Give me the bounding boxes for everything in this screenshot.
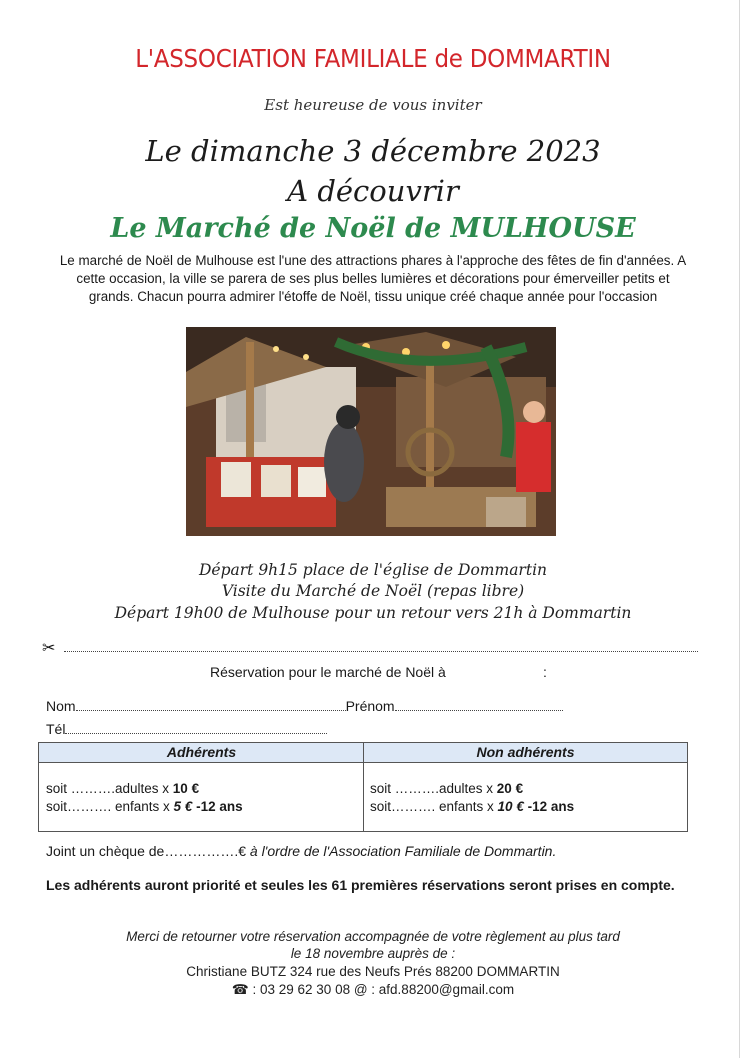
nonmembers-prices — [370, 780, 574, 816]
reservation-colon: : — [543, 664, 547, 680]
return-line: Départ 19h00 de Mulhouse pour un retour vers 21h à Dommartin — [114, 604, 632, 622]
cheque-line[interactable] — [46, 843, 556, 859]
phone-field[interactable] — [65, 721, 327, 734]
cheque-suffix: à l'ordre de l'Association Familiale de Dommartin. — [246, 843, 557, 859]
members-child-prefix: soit………. enfants x — [46, 799, 174, 814]
christmas-market-photo — [186, 327, 556, 536]
members-child-price: 5 € — [173, 799, 193, 814]
nonmembers-child-line[interactable] — [370, 798, 574, 816]
name-row — [46, 698, 563, 714]
footer-deadline-line: le 18 novembre auprès de : — [290, 946, 456, 961]
footer-address-line: Christiane BUTZ 324 rue des Neufs Prés 88200 DOMMARTIN — [186, 964, 560, 979]
association-title: L'ASSOCIATION FAMILIALE de DOMMARTIN — [135, 44, 611, 73]
intro-paragraph: Le marché de Noël de Mulhouse est l'une des attractions phares à l'approche des fêtes de fin d'années. A cette occasion, la ville se parera de ses plus belles lumières et décorations pour émerveiller petits et grands. Chacun pourra admirer l'étoffe de Noël, tissu unique créé chaque année pour l'occasion — [59, 253, 687, 304]
footer-contact-line — [0, 982, 746, 998]
members-header: Adhérents — [39, 743, 364, 763]
members-child-line[interactable] — [46, 798, 243, 816]
members-prices — [46, 780, 243, 816]
footer-contact-text[interactable]: : 03 29 62 30 08 @ : afd.88200@gmail.com — [248, 982, 515, 997]
dotted-cut-line — [64, 651, 698, 652]
nonmembers-adult-line[interactable] — [370, 780, 574, 798]
nonmembers-adult-price: 20 € — [496, 781, 524, 796]
visit-line: Visite du Marché de Noël (repas libre) — [221, 582, 525, 600]
firstname-label: Prénom — [345, 698, 395, 714]
nonmembers-adult-prefix: soit ……….adultes x — [370, 781, 497, 796]
scissors-icon: ✂ — [42, 640, 56, 657]
cut-line — [42, 640, 698, 658]
name-field[interactable] — [76, 698, 346, 711]
event-date: Le dimanche 3 décembre 2023 — [145, 134, 601, 168]
priority-notice: Les adhérents auront priorité et seules les 61 premières réservations seront prises en compte. — [46, 877, 675, 893]
nonmembers-child-suffix: -12 ans — [523, 799, 575, 814]
price-table — [38, 742, 688, 832]
departure-line: Départ 9h15 place de l'église de Dommartin — [198, 561, 548, 579]
table-divider — [363, 743, 364, 831]
members-adult-line[interactable] — [46, 780, 243, 798]
cheque-prefix: Joint un chèque de…………….€ — [46, 843, 246, 859]
discover-heading: A découvrir — [287, 174, 459, 208]
nonmembers-header: Non adhérents — [364, 743, 687, 763]
invite-line: Est heureuse de vous inviter — [264, 96, 482, 114]
members-child-suffix: -12 ans — [192, 799, 243, 814]
members-adult-prefix: soit ……….adultes x — [46, 781, 173, 796]
reservation-label: Réservation pour le marché de Noël à — [210, 664, 446, 680]
firstname-field[interactable] — [395, 698, 563, 711]
footer-return-line: Merci de retourner votre réservation accompagnée de votre règlement au plus tard — [126, 929, 620, 944]
name-label: Nom — [46, 698, 76, 714]
nonmembers-child-prefix: soit………. enfants x — [370, 799, 498, 814]
nonmembers-child-price: 10 € — [497, 799, 524, 814]
phone-row — [46, 721, 327, 737]
market-heading: Le Marché de Noël de MULHOUSE — [110, 213, 636, 244]
phone-icon: ☎ — [231, 982, 249, 997]
phone-label: Tél — [46, 721, 66, 737]
members-adult-price: 10 € — [172, 781, 200, 796]
